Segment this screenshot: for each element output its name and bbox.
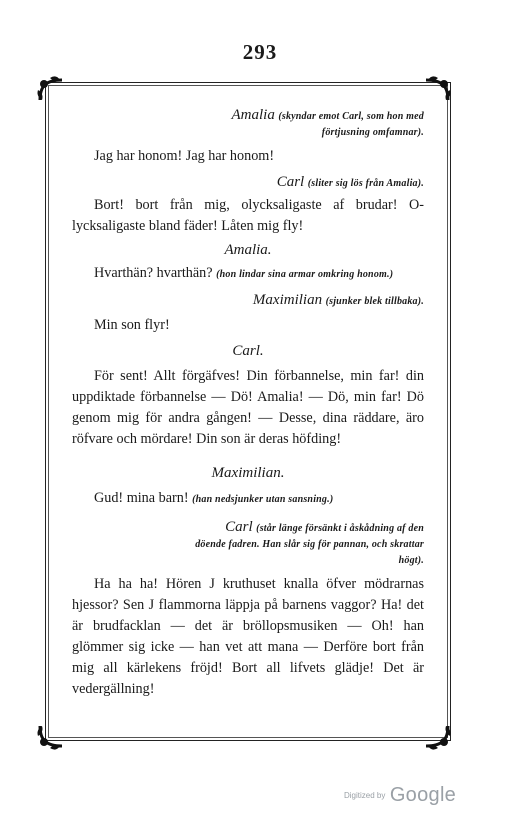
- speaker-name: Maximilian: [252, 292, 323, 308]
- corner-ornament-icon: [36, 74, 70, 104]
- stage-direction: (hon lindar sina armar omkring honom.): [216, 269, 394, 280]
- stage-direction-line: [72, 293, 424, 309]
- corner-ornament-icon: [36, 722, 70, 752]
- dialogue-text: Hvarthän? hvarthän?: [94, 265, 213, 281]
- page-number: 293: [242, 40, 278, 64]
- stage-direction-line: [72, 108, 424, 140]
- speaker-name: Carl: [276, 174, 305, 190]
- speaker-name: Amalia: [231, 107, 275, 123]
- dialogue-text: Gud! mina barn!: [94, 490, 189, 506]
- dialogue-paragraph: Jag har honom! Jag har honom!: [94, 148, 275, 164]
- speaker-name: Carl.: [232, 343, 264, 359]
- dialogue-paragraph: Min son flyr!: [94, 317, 170, 333]
- dialogue-paragraph: Bort! bort från mig, olycksaligaste af brudar! O-lycksaligaste bland fäder! Låten mig fly!: [72, 197, 424, 234]
- corner-ornament-icon: [418, 722, 452, 752]
- speaker-name: Maximilian.: [211, 465, 285, 481]
- dialogue-paragraph: [72, 488, 424, 510]
- stage-direction: (skyndar emot Carl, som hon med förtjusning omfamnar).: [278, 111, 424, 138]
- stage-direction: (står länge försänkt i åskådning af den döende fadren. Han slår sig för pannan, och skrattar högt).: [195, 523, 424, 566]
- watermark-brand: Google: [389, 784, 457, 806]
- dialogue-paragraph: För sent! Allt förgäfves! Din förbannelse, min far! din uppdiktade förbannelse — Dö! Amalia! — Dö, min far! Dö genom mig för andra gången! — Desse, dina räddare, äro röfvare och mördare! Din son är deras höfding!: [72, 368, 424, 447]
- speaker-name: Carl: [225, 519, 253, 535]
- stage-direction-line: [72, 520, 424, 568]
- stage-direction: (sjunker blek tillbaka).: [325, 296, 424, 307]
- dialogue-paragraph: [72, 263, 424, 285]
- speaker-name: Amalia.: [224, 242, 272, 258]
- dialogue-paragraph: Ha ha ha! Hören J kruthuset knalla öfver mödrarnas hjessor? Sen J flammorna läppja på barnens vaggor? Ha! det är brudfacklan — det är bröllopsmusiken — Oh! han glömmer sig icke — han vet att mana — Derföre bort från mig all kärlekens fröjd! Bort all lifvets glädje! Det är vedergällning!: [72, 576, 424, 697]
- digitization-watermark: [344, 784, 464, 807]
- stage-direction: (sliter sig lös från Amalia).: [307, 178, 424, 189]
- stage-direction: (han nedsjunker utan sansning.): [192, 494, 334, 505]
- stage-direction-line: [72, 175, 424, 191]
- play-text: [72, 108, 424, 700]
- watermark-prefix: Digitized by: [344, 791, 386, 800]
- corner-ornament-icon: [418, 74, 452, 104]
